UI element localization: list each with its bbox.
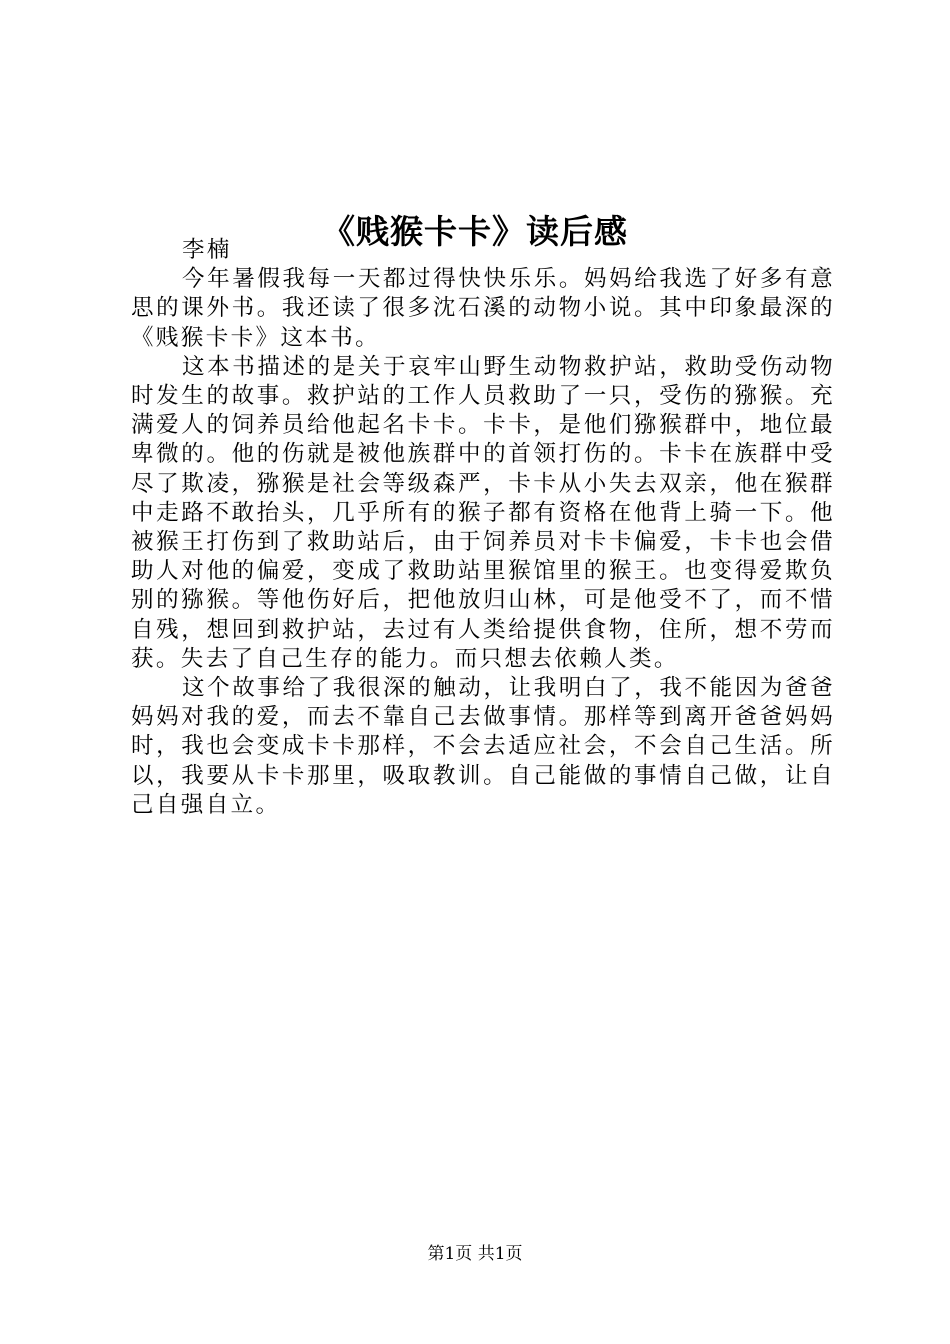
- paragraph-3: 这个故事给了我很深的触动，让我明白了，我不能因为爸爸妈妈对我的爱，而去不靠自己去做事情。那样等到离开爸爸妈妈时，我也会变成卡卡那样，不会去适应社会，不会自己生活。所以，我要从卡卡那里，吸取教训。自己能做的事情自己做，让自己自强自立。: [131, 675, 835, 818]
- document-body: [131, 236, 835, 820]
- author-line: 李楠: [182, 237, 232, 263]
- paragraph-1: 今年暑假我每一天都过得快快乐乐。妈妈给我选了好多有意思的课外书。我还读了很多沈石溪的动物小说。其中印象最深的《贱猴卡卡》这本书。: [131, 266, 835, 351]
- paragraph-2: 这本书描述的是关于哀牢山野生动物救护站，救助受伤动物时发生的故事。救护站的工作人员救助了一只，受伤的猕猴。充满爱人的饲养员给他起名卡卡。卡卡，是他们猕猴群中，地位最卑微的。他的伤就是被他族群中的首领打伤的。卡卡在族群中受尽了欺凌，猕猴是社会等级森严，卡卡从小失去双亲，他在猴群中走路不敢抬头，几乎所有的猴子都有资格在他背上骑一下。他被猴王打伤到了救助站后，由于饲养员对卡卡偏爱，卡卡也会借助人对他的偏爱，变成了救助站里猴馆里的猴王。也变得爱欺负别的猕猴。等他伤好后，把他放归山林，可是他受不了，而不惜自残，想回到救护站，去过有人类给提供食物，住所，想不劳而获。失去了自己生存的能力。而只想去依赖人类。: [131, 353, 835, 672]
- page-title: 《贱猴卡卡》读后感: [322, 212, 628, 252]
- page-number-footer: 第1页 共1页: [427, 1244, 523, 1264]
